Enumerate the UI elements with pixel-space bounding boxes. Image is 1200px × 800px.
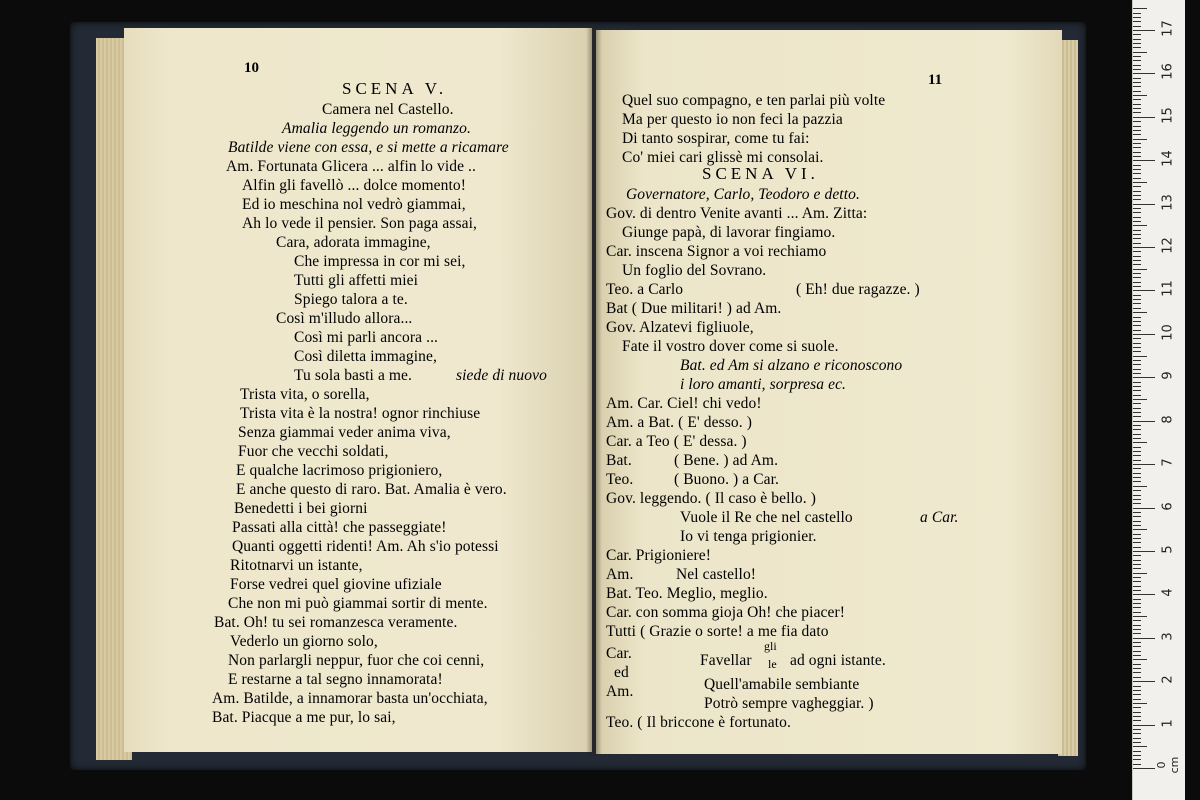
left-text-line: Non parlargli neppur, fuor che coi cenni,: [228, 652, 485, 669]
left-text-line: Ritotnarvi un istante,: [230, 557, 363, 574]
ruler-tick: [1133, 586, 1141, 587]
ruler-tick: [1133, 521, 1141, 522]
ruler-tick: [1133, 499, 1141, 500]
ruler-tick: [1133, 52, 1147, 53]
left-text-line: Cara, adorata immagine,: [276, 234, 431, 251]
ruler-tick: [1133, 573, 1147, 574]
ruler-tick: [1133, 160, 1155, 161]
ruler-tick: [1133, 334, 1155, 335]
ruler-tick: [1133, 720, 1141, 721]
ruler-tick: [1133, 26, 1141, 27]
ruler-tick: [1133, 594, 1155, 595]
ruler-tick: [1133, 733, 1141, 734]
ruler-number: 6: [1160, 501, 1176, 511]
ruler-tick: [1133, 560, 1141, 561]
left-text-line: Forse vedrei quel giovine ufiziale: [230, 576, 442, 593]
ruler-tick: [1133, 429, 1141, 430]
ruler-tick: [1133, 651, 1141, 652]
ruler-tick: [1133, 178, 1141, 179]
left-text-line: Alfin gli favellò ... dolce momento!: [242, 177, 466, 194]
ruler-tick: [1133, 547, 1141, 548]
ruler-tick: [1133, 325, 1141, 326]
ruler-tick: [1133, 191, 1141, 192]
ruler-tick: [1133, 668, 1141, 669]
ruler-tick: [1133, 534, 1141, 535]
right-text-line: Car. inscena Signor a voi rechiamo: [606, 243, 827, 260]
ruler-tick: [1133, 156, 1141, 157]
ruler-tick: [1133, 455, 1141, 456]
ruler-tick: [1133, 238, 1141, 239]
ruler-tick: [1133, 403, 1141, 404]
ruler-tick: [1133, 768, 1155, 769]
ruler-tick: [1133, 516, 1141, 517]
ruler-tick: [1133, 330, 1141, 331]
ruler-tick: [1133, 503, 1141, 504]
ruler-tick: [1133, 729, 1141, 730]
ruler-tick: [1133, 169, 1141, 170]
ruler-tick: [1133, 759, 1141, 760]
ruler-tick: [1133, 317, 1141, 318]
right-text-line: ( Eh! due ragazze. ): [796, 281, 920, 298]
ruler-tick: [1133, 212, 1141, 213]
ruler-tick: [1133, 434, 1141, 435]
ruler-tick: [1133, 121, 1141, 122]
ruler-tick: [1133, 577, 1141, 578]
left-page-number: 10: [244, 60, 259, 76]
superscript-le: le: [768, 657, 777, 671]
ruler-tick: [1133, 672, 1141, 673]
right-text-line: Gov. di dentro Venite avanti ... Am. Zitta:: [606, 205, 868, 222]
ruler-tick: [1133, 351, 1141, 352]
ruler-tick: [1133, 551, 1155, 552]
ruler-tick: [1133, 442, 1147, 443]
left-text-line: Tu sola basti a me.: [294, 367, 413, 384]
ruler-tick: [1133, 65, 1141, 66]
measuring-ruler: [1132, 0, 1185, 800]
ruler-tick: [1133, 707, 1141, 708]
ruler-tick: [1133, 620, 1141, 621]
ruler-tick: [1133, 373, 1141, 374]
ruler-tick: [1133, 421, 1155, 422]
ruler-tick: [1133, 147, 1141, 148]
ruler-tick: [1133, 69, 1141, 70]
ruler-tick: [1133, 412, 1141, 413]
ruler-tick: [1133, 338, 1141, 339]
left-text-line: Passati alla città! che passeggiate!: [232, 519, 447, 536]
left-text-line: Am. Batilde, a innamorar basta un'occhiata,: [212, 690, 488, 707]
ruler-tick: [1133, 764, 1141, 765]
ruler-tick: [1133, 282, 1141, 283]
left-text-line: Bat. Oh! tu sei romanzesca veramente.: [214, 614, 458, 631]
left-text-line: E anche questo di raro. Bat. Amalia è vero.: [236, 481, 507, 498]
left-text-line: Trista vita, o sorella,: [240, 386, 370, 403]
ruler-tick: [1133, 416, 1141, 417]
right-text-line: Co' miei cari glissè mi consolai.: [622, 149, 824, 166]
right-text-line: Vuole il Re che nel castello: [680, 509, 853, 526]
ruler-tick: [1133, 34, 1141, 35]
right-text-line: Fate il vostro dover come si suole.: [622, 338, 839, 355]
ruler-tick: [1133, 295, 1141, 296]
ruler-tick: [1133, 13, 1141, 14]
ruler-tick: [1133, 538, 1141, 539]
ruler-tick: [1133, 221, 1141, 222]
ruler-tick: [1133, 47, 1141, 48]
ruler-tick: [1133, 165, 1141, 166]
left-scene-heading: SCENA V.: [342, 79, 448, 98]
right-text-line: Potrò sempre vagheggiar. ): [704, 695, 874, 712]
ruler-tick: [1133, 742, 1141, 743]
ruler-tick: [1133, 99, 1141, 100]
ruler-tick: [1133, 56, 1141, 57]
ruler-tick: [1133, 633, 1141, 634]
ruler-tick: [1133, 664, 1141, 665]
ruler-tick: [1133, 694, 1141, 695]
book-gutter: [586, 26, 602, 756]
left-text-line: Am. Fortunata Glicera ... alfin lo vide ..: [226, 158, 476, 175]
ruler-tick: [1133, 529, 1147, 530]
ruler-tick: [1133, 21, 1141, 22]
right-text-line: Bat. Teo. Meglio, meglio.: [606, 585, 768, 602]
left-text-line: Senza giammai veder anima viva,: [238, 424, 451, 441]
left-text-line: Vederlo un giorno solo,: [230, 633, 378, 650]
ruler-number: 8: [1160, 415, 1176, 424]
ruler-tick: [1133, 217, 1141, 218]
right-text-line: Gov. Alzatevi figliuole,: [606, 319, 754, 336]
ruler-tick: [1133, 143, 1141, 144]
ruler-tick: [1133, 360, 1141, 361]
ruler-tick: [1133, 495, 1141, 496]
ruler-tick: [1133, 139, 1147, 140]
ruler-tick: [1133, 173, 1141, 174]
ruler-tick: [1133, 599, 1141, 600]
ruler-tick: [1133, 755, 1141, 756]
ruler-tick: [1133, 134, 1141, 135]
superscript-gli: gli: [764, 639, 777, 653]
ruler-tick: [1133, 243, 1141, 244]
ruler-tick: [1133, 82, 1141, 83]
ruler-tick: [1133, 199, 1141, 200]
ruler-tick: [1133, 104, 1141, 105]
ruler-tick: [1133, 43, 1141, 44]
ruler-tick: [1133, 277, 1141, 278]
left-text-line: Tutti gli affetti miei: [294, 272, 419, 289]
ruler-tick: [1133, 95, 1147, 96]
ruler-tick: [1133, 273, 1141, 274]
left-text-line: E restarne a tal segno innamorata!: [228, 671, 443, 688]
right-text-line: Bat. ed Am si alzano e riconoscono: [680, 357, 903, 374]
ruler-tick: [1133, 17, 1141, 18]
ruler-tick: [1133, 464, 1155, 465]
right-text-line: Gov. leggendo. ( Il caso è bello. ): [606, 490, 816, 507]
left-text-line: Camera nel Castello.: [322, 101, 454, 118]
ruler-tick: [1133, 108, 1141, 109]
ruler-tick: [1133, 408, 1141, 409]
ruler-tick: [1133, 699, 1141, 700]
right-text-line: ad ogni istante.: [790, 652, 886, 669]
right-text-line: ed: [614, 664, 629, 681]
ruler-number: 2: [1160, 675, 1176, 684]
right-text-line: Favellar: [700, 652, 752, 669]
ruler-tick: [1133, 60, 1141, 61]
ruler-tick: [1133, 746, 1147, 747]
ruler-tick: [1133, 299, 1141, 300]
ruler-tick: [1133, 725, 1155, 726]
ruler-number: 1: [1160, 718, 1176, 728]
left-text-line: Che non mi può giammai sortir di mente.: [228, 595, 488, 612]
right-text-line: Bat ( Due militari! ) ad Am.: [606, 300, 782, 317]
ruler-tick: [1133, 39, 1141, 40]
left-text-line: E qualche lacrimoso prigioniero,: [236, 462, 443, 479]
ruler-tick: [1133, 182, 1147, 183]
right-text-line: Car. Prigioniere!: [606, 547, 712, 564]
ruler-tick: [1133, 8, 1147, 9]
right-text-line: ( Buono. ) a Car.: [674, 471, 780, 488]
ruler-tick: [1133, 468, 1141, 469]
ruler-tick: [1133, 490, 1141, 491]
ruler-tick: [1133, 303, 1141, 304]
ruler-tick: [1133, 486, 1147, 487]
ruler-tick: [1133, 247, 1155, 248]
ruler-number: 12: [1160, 237, 1176, 254]
ruler-tick: [1133, 130, 1141, 131]
right-text-line: Car. a Teo ( E' dessa. ): [606, 433, 747, 450]
ruler-tick: [1133, 712, 1141, 713]
right-text-line: Am.: [606, 566, 634, 583]
ruler-tick: [1133, 369, 1141, 370]
ruler-tick: [1133, 112, 1141, 113]
ruler-tick: [1133, 629, 1141, 630]
ruler-tick: [1133, 86, 1141, 87]
right-text-line: Quel suo compagno, e ten parlai più volte: [622, 92, 886, 109]
right-scene-heading: SCENA VI.: [702, 164, 819, 183]
ruler-number: 4: [1160, 588, 1176, 597]
ruler-tick: [1133, 382, 1141, 383]
ruler-tick: [1133, 542, 1141, 543]
right-text-line: Teo.: [606, 471, 634, 488]
ruler-tick: [1133, 152, 1141, 153]
ruler-tick: [1133, 612, 1141, 613]
ruler-tick: [1133, 581, 1141, 582]
ruler-number: 11: [1160, 280, 1176, 298]
ruler-tick: [1133, 251, 1141, 252]
ruler-unit-label: 0 cm: [1155, 756, 1181, 774]
ruler-tick: [1133, 512, 1141, 513]
ruler-tick: [1133, 460, 1141, 461]
ruler-tick: [1133, 738, 1141, 739]
ruler-number: 14: [1160, 150, 1176, 168]
right-text-line: Di tanto sospirar, come tu fai:: [622, 130, 810, 147]
ruler-tick: [1133, 377, 1155, 378]
ruler-tick: [1133, 343, 1141, 344]
left-text-line: Ah lo vede il pensier. Son paga assai,: [242, 215, 477, 232]
right-text-line: Am. a Bat. ( E' desso. ): [606, 414, 752, 431]
ruler-tick: [1133, 78, 1141, 79]
ruler-tick: [1133, 607, 1141, 608]
ruler-tick: [1133, 312, 1147, 313]
ruler-tick: [1133, 321, 1141, 322]
ruler-tick: [1133, 256, 1141, 257]
ruler-tick: [1133, 625, 1141, 626]
ruler-tick: [1133, 395, 1141, 396]
left-text-line: siede di nuovo: [456, 367, 547, 384]
left-text-line: Fuor che vecchi soldati,: [238, 443, 389, 460]
right-text-line: Tutti ( Grazie o sorte! a me fia dato: [606, 623, 829, 640]
ruler-tick: [1133, 655, 1141, 656]
ruler-tick: [1133, 91, 1141, 92]
ruler-tick: [1133, 399, 1147, 400]
ruler-tick: [1133, 260, 1141, 261]
ruler-tick: [1133, 525, 1141, 526]
ruler-tick: [1133, 30, 1155, 31]
ruler-tick: [1133, 642, 1141, 643]
ruler-tick: [1133, 286, 1141, 287]
ruler-tick: [1133, 447, 1141, 448]
right-text-line: Car.: [606, 645, 632, 662]
ruler-number: 10: [1160, 324, 1176, 341]
ruler-tick: [1133, 117, 1155, 118]
left-text-line: Così mi parli ancora ...: [294, 329, 439, 346]
ruler-number: 13: [1160, 193, 1176, 211]
left-text-line: Batilde viene con essa, e si mette a ricamare: [228, 139, 509, 156]
ruler-tick: [1133, 390, 1141, 391]
right-text-line: Teo. a Carlo: [606, 281, 684, 298]
ruler-tick: [1133, 686, 1141, 687]
right-text-line: Quell'amabile sembiante: [704, 676, 860, 693]
ruler-number: 3: [1160, 632, 1176, 641]
left-text-line: Amalia leggendo un romanzo.: [282, 120, 471, 137]
right-text-line: i loro amanti, sorpresa ec.: [680, 376, 847, 393]
right-text-line: Car. con somma gioja Oh! che piacer!: [606, 604, 846, 621]
right-page-number: 11: [928, 72, 943, 88]
right-text-line: Io vi tenga prigionier.: [680, 528, 817, 545]
ruler-tick: [1133, 555, 1141, 556]
ruler-tick: [1133, 508, 1155, 509]
ruler-tick: [1133, 225, 1147, 226]
ruler-number: 9: [1160, 371, 1176, 380]
ruler-tick: [1133, 364, 1141, 365]
ruler-tick: [1133, 425, 1141, 426]
right-text-line: Ma per questo io non feci la pazzia: [622, 111, 843, 128]
ruler-tick: [1133, 264, 1141, 265]
ruler-tick: [1133, 751, 1141, 752]
ruler-tick: [1133, 703, 1147, 704]
ruler-number: 16: [1160, 63, 1176, 81]
left-text-line: Che impressa in cor mi sei,: [294, 253, 466, 270]
ruler-tick: [1133, 356, 1147, 357]
ruler-tick: [1133, 269, 1147, 270]
ruler-tick: [1133, 638, 1155, 639]
left-text-line: Quanti oggetti ridenti! Am. Ah s'io potessi: [232, 538, 499, 555]
right-text-line: Giunge papà, di lavorar fingiamo.: [622, 224, 836, 241]
ruler-tick: [1133, 677, 1141, 678]
ruler-tick: [1133, 290, 1155, 291]
ruler-number: 7: [1160, 458, 1176, 467]
left-text-line: Ed io meschina nol vedrò giammai,: [242, 196, 466, 213]
ruler-tick: [1133, 186, 1141, 187]
left-text-line: Benedetti i bei giorni: [234, 500, 368, 517]
ruler-tick: [1133, 208, 1141, 209]
ruler-tick: [1133, 481, 1141, 482]
right-text-line: Am.: [606, 683, 634, 700]
ruler-number: 17: [1160, 20, 1176, 37]
ruler-tick: [1133, 590, 1141, 591]
ruler-tick: [1133, 568, 1141, 569]
ruler-number: 5: [1160, 545, 1176, 554]
ruler-tick: [1133, 126, 1141, 127]
ruler-tick: [1133, 451, 1141, 452]
ruler-tick: [1133, 646, 1141, 647]
ruler-tick: [1133, 616, 1147, 617]
left-text-line: Così m'illudo allora...: [276, 310, 413, 327]
ruler-tick: [1133, 386, 1141, 387]
right-text-line: Governatore, Carlo, Teodoro e detto.: [626, 186, 860, 203]
left-text-line: Spiego talora a te.: [294, 291, 408, 308]
ruler-tick: [1133, 234, 1141, 235]
ruler-tick: [1133, 438, 1141, 439]
left-text-line: Bat. Piacque a me pur, lo sai,: [212, 709, 396, 726]
right-text-line: ( Bene. ) ad Am.: [674, 452, 779, 469]
right-text-line: Bat.: [606, 452, 632, 469]
ruler-tick: [1133, 603, 1141, 604]
right-text-line: Un foglio del Sovrano.: [622, 262, 767, 279]
ruler-tick: [1133, 473, 1141, 474]
ruler-tick: [1133, 73, 1155, 74]
ruler-tick: [1133, 716, 1141, 717]
ruler-tick: [1133, 308, 1141, 309]
left-text-line: Trista vita è la nostra! ognor rinchiuse: [240, 405, 481, 422]
ruler-tick: [1133, 681, 1155, 682]
right-text-line: a Car.: [920, 509, 959, 526]
ruler-tick: [1133, 690, 1141, 691]
ruler-tick: [1133, 195, 1141, 196]
ruler-tick: [1133, 230, 1141, 231]
ruler-number: 15: [1160, 107, 1176, 124]
ruler-tick: [1133, 347, 1141, 348]
ruler-tick: [1133, 659, 1147, 660]
ruler-tick: [1133, 204, 1155, 205]
right-text-line: Nel castello!: [676, 566, 757, 583]
ruler-tick: [1133, 477, 1141, 478]
left-text-line: Così diletta immagine,: [294, 348, 437, 365]
right-text-line: Am. Car. Ciel! chi vedo!: [606, 395, 762, 412]
ruler-tick: [1133, 564, 1141, 565]
right-text-line: Teo. ( Il briccone è fortunato.: [606, 714, 791, 731]
